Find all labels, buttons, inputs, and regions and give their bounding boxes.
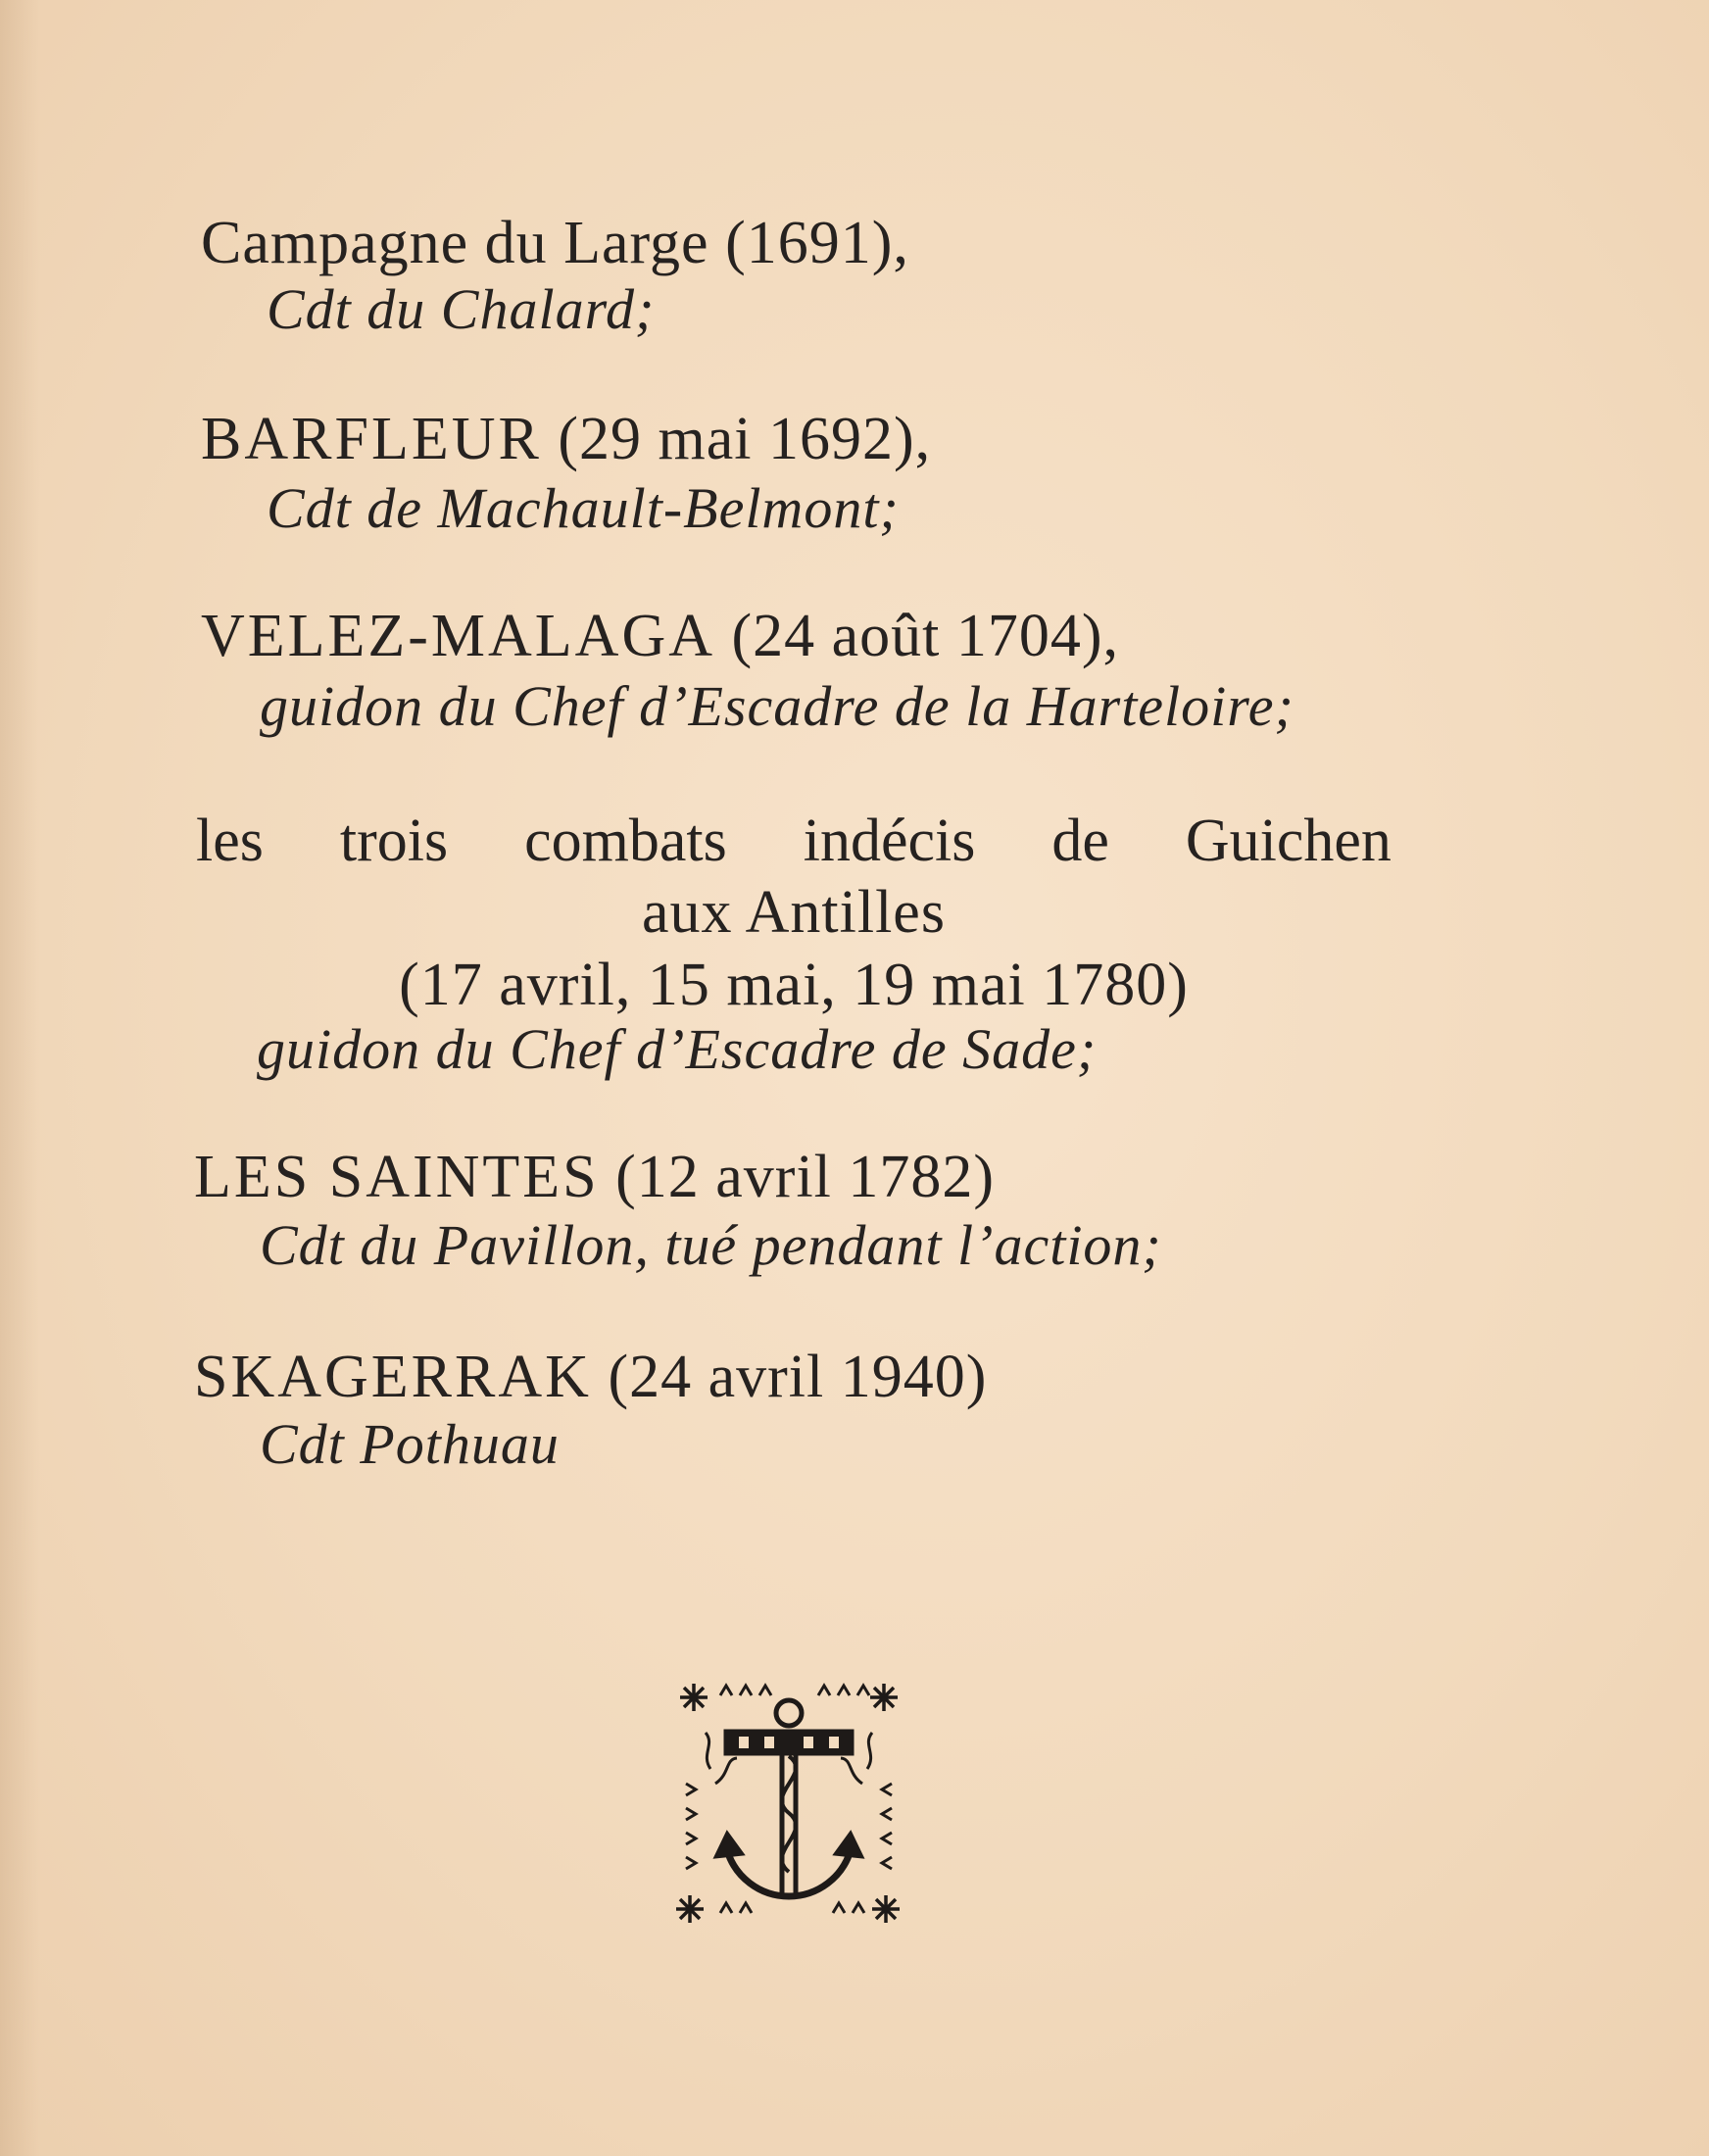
- entry-guichen-line1: [196, 808, 1392, 873]
- entry-title: BARFLEUR: [201, 406, 542, 472]
- entry-commander: Cdt Pothuau: [260, 1412, 560, 1476]
- entry-title: SKAGERRAK: [194, 1344, 592, 1410]
- anchor-emblem-icon: [666, 1676, 911, 1931]
- entry-guichen-line2: aux Antilles: [642, 879, 946, 946]
- word: trois: [339, 808, 449, 874]
- entry-skagerrak: [194, 1345, 987, 1409]
- entry-title: VELEZ-MALAGA: [201, 603, 716, 669]
- page-edge-shadow: [0, 0, 39, 2156]
- entry-commander: Cdt de Machault-Belmont;: [267, 476, 900, 540]
- entry-barfleur: [201, 407, 931, 471]
- word: de: [1051, 808, 1109, 874]
- entry-velez-malaga: [201, 604, 1119, 668]
- entry-date: (24 août 1704),: [731, 603, 1120, 669]
- entry-les-saintes: [194, 1145, 995, 1209]
- entry-date: (12 avril 1782): [615, 1144, 996, 1210]
- word: les: [196, 808, 264, 874]
- word: indécis: [803, 808, 976, 874]
- entry-guichen-dates: (17 avril, 15 mai, 19 mai 1780): [399, 952, 1189, 1018]
- word: Guichen: [1185, 808, 1392, 874]
- entry-commander: guidon du Chef d’Escadre de Sade;: [257, 1017, 1098, 1081]
- entry-date: (1691),: [725, 210, 909, 276]
- entry-date: (24 avril 1940): [608, 1344, 988, 1410]
- entry-title: LES SAINTES: [194, 1144, 600, 1210]
- entry-title: Campagne du Large: [201, 210, 709, 276]
- entry-campagne-du-large: [201, 211, 909, 275]
- entry-commander: Cdt du Pavillon, tué pendant l’action;: [260, 1213, 1162, 1277]
- entry-date: (29 mai 1692),: [558, 406, 932, 472]
- word: combats: [524, 808, 727, 874]
- entry-commander: guidon du Chef d’Escadre de la Harteloire;: [260, 674, 1294, 738]
- entry-commander: Cdt du Chalard;: [267, 277, 656, 341]
